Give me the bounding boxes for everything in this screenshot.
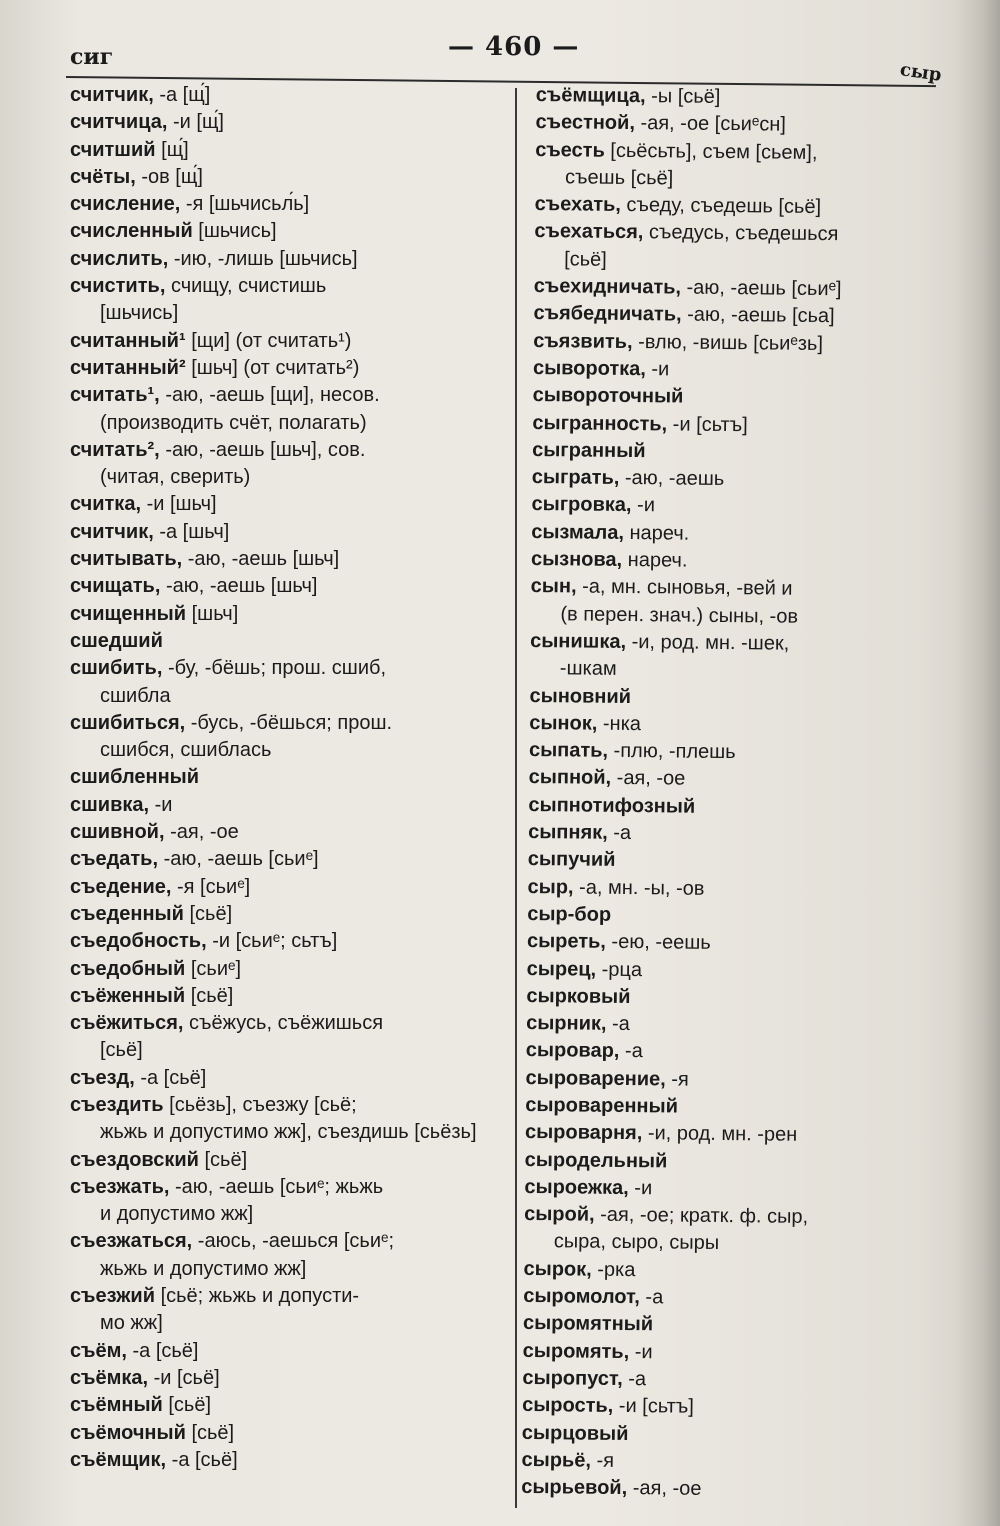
headword: съехидничать,	[533, 275, 682, 299]
entry-remark: -и [сьё]	[153, 1366, 220, 1389]
dictionary-entry	[529, 737, 929, 768]
entry-remark: -ая, -ое	[170, 821, 239, 844]
dictionary-entry	[529, 710, 929, 741]
dictionary-entry	[522, 1392, 922, 1423]
entry-continuation: -шкам	[559, 657, 617, 681]
dictionary-entry	[535, 109, 935, 140]
entry-continuation: мо жж]	[100, 1312, 163, 1335]
headword: сырковый	[526, 984, 631, 1008]
dictionary-entry	[70, 218, 500, 245]
entry-remark: -а [щ́]	[159, 84, 211, 106]
entry-remark: [сьиᵉ]	[190, 957, 241, 980]
entry-continuation: и допустимо жж]	[100, 1203, 254, 1226]
dictionary-entry	[532, 464, 932, 495]
headword: сырьё,	[521, 1448, 592, 1472]
entry-remark: -а	[628, 1367, 647, 1391]
entry-remark: -и	[634, 1176, 653, 1200]
dictionary-entry	[526, 1010, 926, 1041]
entry-continuation: сшибла	[100, 684, 171, 707]
dictionary-entry	[525, 1065, 925, 1096]
right-column	[521, 82, 936, 1506]
entry-remark: -а, мн. -ы, -ов	[579, 876, 705, 900]
dictionary-entry	[70, 1174, 500, 1201]
dictionary-entry	[70, 137, 500, 164]
entry-remark: съёжусь, съёжишься	[189, 1012, 384, 1035]
entry-remark: -а [сьё]	[140, 1066, 207, 1089]
headword: сыпучий	[527, 848, 616, 872]
book-gutter-shadow	[958, 0, 1000, 1526]
dictionary-entry	[70, 1338, 500, 1365]
dictionary-entry	[70, 246, 500, 273]
entry-remark: [сьёсьть], съем [сьем],	[610, 139, 818, 164]
entry-remark: -и [шьч]	[146, 493, 217, 516]
dictionary-entry	[527, 955, 927, 986]
entry-continuation: (в перен. знач.) сыны, -ов	[560, 602, 799, 628]
dictionary-entry	[523, 1338, 923, 1369]
headword: съестной,	[535, 111, 636, 135]
headword: съездовский	[70, 1148, 199, 1171]
dictionary-entry	[531, 491, 931, 522]
headword: сыродельный	[524, 1148, 668, 1173]
dictionary-entry	[70, 901, 500, 928]
entry-remark: [сьё]	[189, 902, 233, 925]
dictionary-entry	[534, 273, 934, 304]
entry-remark: -и	[634, 1340, 653, 1363]
headword: сшедший	[70, 629, 163, 652]
dictionary-entry	[70, 819, 500, 846]
dictionary-entry	[70, 273, 500, 300]
entry-remark: -я	[671, 1068, 689, 1091]
entry-remark: -а [сьё]	[132, 1339, 199, 1362]
headword: сыроежка,	[524, 1175, 629, 1199]
headword: сырник,	[526, 1012, 607, 1035]
dictionary-entry	[70, 928, 500, 955]
dictionary-entry	[534, 218, 934, 249]
entry-remark: счищу, счистишь	[170, 275, 327, 298]
headword: считать²,	[70, 438, 160, 461]
headword: считчик,	[70, 84, 154, 106]
entry-remark: [сьёзь], съезжу [сьё;	[169, 1093, 357, 1116]
entry-remark: -а	[611, 1012, 630, 1036]
entry-continuation: сыра, сыро, сыры	[553, 1230, 720, 1255]
headword: съём,	[70, 1339, 127, 1362]
headword: съезжий	[70, 1285, 156, 1308]
headword: съёмочный	[70, 1421, 186, 1444]
entry-remark: -аю, -аешь	[624, 467, 725, 491]
headword: съедать,	[70, 848, 159, 871]
entry-remark: -аю, -аешь [сьиᵉ]	[686, 276, 842, 301]
headword: сыпной,	[528, 766, 612, 790]
dictionary-entry	[523, 1256, 923, 1287]
entry-remark: -плю, -плешь	[613, 739, 736, 764]
headword: сырок,	[523, 1257, 592, 1281]
dictionary-entry	[70, 355, 500, 382]
headword: съехаться,	[534, 220, 644, 244]
dictionary-entry	[70, 956, 500, 983]
entry-continuation: жьжь и допустимо жж], съездишь [сьёзь]	[100, 1121, 477, 1144]
entry-continuation: [шьчиcь]	[100, 302, 179, 325]
entry-remark: -аю, -аешь [шьч]	[187, 548, 340, 571]
dictionary-entry	[523, 1283, 923, 1314]
entry-remark: -а	[645, 1286, 664, 1309]
headword: счисление,	[70, 193, 181, 216]
dictionary-entry	[521, 1447, 921, 1478]
entry-remark: -и [сьтъ]	[672, 413, 748, 436]
headword: сырой,	[524, 1203, 595, 1226]
entry-remark: -аю, -аешь [шьч], сов.	[165, 438, 366, 461]
dictionary-entry	[527, 928, 927, 959]
dictionary-entry	[70, 710, 500, 737]
entry-remark: [сьё]	[191, 1421, 235, 1444]
entry-remark: [сьё]	[204, 1148, 248, 1171]
dictionary-entry	[70, 655, 500, 682]
headword: считчица,	[70, 111, 168, 134]
headword: сырьевой,	[521, 1476, 628, 1500]
entry-remark: [щи] (от считать¹)	[191, 329, 352, 352]
headword: съёмный	[70, 1394, 163, 1417]
dictionary-entry	[521, 1474, 921, 1505]
dictionary-entry	[70, 983, 500, 1010]
headword: сшивной,	[70, 821, 165, 844]
dictionary-entry	[535, 191, 935, 222]
headword: считывать,	[70, 548, 183, 571]
headword: сыворотка,	[532, 356, 646, 381]
headword: съезд,	[70, 1066, 135, 1089]
dictionary-entry	[532, 437, 932, 468]
entry-remark: -бусь, -бёшься; прош.	[190, 711, 393, 734]
headword: сыр,	[527, 875, 574, 899]
entry-remark: -а	[613, 821, 632, 845]
entry-remark: -и [щ́]	[173, 111, 224, 134]
entry-remark: [сьё]	[168, 1394, 212, 1417]
dictionary-entry	[531, 546, 931, 577]
entry-remark: -влю, -вишь [сьиᵉзь]	[638, 330, 824, 355]
headword: съёмка,	[70, 1366, 149, 1389]
dictionary-entry	[70, 164, 500, 191]
entry-remark: -бу, -бёшь; прош. сшиб,	[167, 657, 387, 680]
entry-remark: нареч.	[629, 521, 690, 545]
headword: считанный²	[70, 356, 186, 379]
page-number: — 460 —	[448, 32, 580, 62]
entry-remark: -я	[596, 1449, 615, 1472]
headword: сыпать,	[528, 739, 609, 762]
entry-remark: -я [сьиᵉ]	[177, 875, 251, 898]
dictionary-entry	[532, 410, 932, 441]
headword: съезжаться,	[70, 1230, 193, 1253]
entry-remark: -аю, -аешь [шьч]	[165, 575, 318, 598]
dictionary-entry	[524, 1201, 924, 1232]
headword: сшибленный	[70, 766, 200, 789]
headword: счисленный	[70, 220, 193, 243]
dictionary-entry	[70, 546, 500, 573]
entry-remark: -ию, -лишь [шьчиcь]	[173, 247, 358, 270]
dictionary-entry	[524, 1174, 924, 1205]
entry-remark: -а	[624, 1040, 643, 1063]
dictionary-entry	[70, 328, 500, 355]
column-divider	[515, 88, 517, 1508]
dictionary-entry	[533, 382, 933, 413]
dictionary-entry	[527, 901, 927, 932]
headword: съезжать,	[70, 1175, 170, 1198]
entry-remark: съеду, съедешь [сьё]	[626, 194, 822, 219]
entry-remark: -и	[154, 793, 173, 816]
headword: сыпнотифозный	[528, 793, 696, 818]
dictionary-entry	[70, 874, 500, 901]
headword: съеденный	[70, 902, 184, 925]
entry-remark: -аюсь, -аешься [сьиᵉ;	[197, 1230, 395, 1253]
headword: сшивка,	[70, 793, 150, 816]
headword: сын,	[530, 575, 577, 598]
entry-remark: -ая, -ое	[616, 767, 686, 791]
headword: сыр-бор	[527, 902, 612, 926]
dictionary-entry	[533, 300, 933, 331]
dictionary-entry	[530, 628, 930, 659]
headword: сыграть,	[531, 466, 620, 490]
entry-remark: съедусь, съедешься	[648, 221, 839, 246]
headword: сырец,	[526, 957, 597, 981]
headword: считчик,	[70, 520, 154, 543]
entry-continuation: [сьё]	[564, 248, 607, 271]
dictionary-entry	[70, 437, 500, 464]
entry-remark: -и, род. мн. -рен	[647, 1122, 798, 1147]
dictionary-entry	[70, 1283, 500, 1310]
dictionary-entry	[70, 519, 500, 546]
entry-remark: -аю, -аешь [сьа]	[687, 303, 835, 328]
headword: сыгранный	[532, 438, 646, 463]
dictionary-entry	[529, 764, 929, 795]
dictionary-entry	[70, 491, 500, 518]
headword: сыроваренный	[525, 1093, 679, 1118]
entry-remark: -рка	[597, 1258, 636, 1281]
entry-remark: -я [шьчиcьл́ь]	[185, 193, 310, 216]
headword: съесть	[535, 138, 605, 162]
headword: съедение,	[70, 875, 172, 898]
headword: считший	[70, 138, 156, 161]
entry-remark: -и	[651, 358, 670, 381]
entry-remark: [шьчиcь]	[198, 220, 277, 243]
headword: сыроварение,	[525, 1066, 666, 1091]
dictionary-entry	[70, 1092, 500, 1119]
dictionary-entry	[527, 874, 927, 905]
headword: съёжиться,	[70, 1012, 184, 1035]
entry-remark: -а, мн. сыновья, -вей и	[582, 575, 793, 601]
entry-remark: [щ́]	[161, 138, 189, 161]
headword: считанный¹	[70, 329, 186, 352]
dictionary-entry	[70, 1010, 500, 1037]
headword: считка,	[70, 493, 141, 516]
entry-continuation: сшибся, сшиблась	[100, 739, 272, 762]
dictionary-entry	[523, 1310, 923, 1341]
dictionary-entry	[70, 1365, 500, 1392]
entry-remark: -а [сьё]	[171, 1448, 238, 1471]
entry-remark: -аю, -аешь [щи], несов.	[165, 384, 380, 407]
entry-continuation: жьжь и допустимо жж]	[100, 1257, 307, 1280]
dictionary-entry	[70, 1147, 500, 1174]
dictionary-entry	[531, 519, 931, 550]
guide-word-right: сыр	[898, 59, 943, 86]
headword: сырцовый	[521, 1421, 629, 1445]
entry-remark: нареч.	[627, 549, 688, 572]
headword: счищать,	[70, 575, 161, 598]
headword: сшибить,	[70, 657, 163, 680]
headword: сынок,	[529, 711, 598, 735]
dictionary-entry	[70, 601, 500, 628]
headword: сынишка,	[530, 629, 627, 653]
headword: сызмала,	[531, 520, 625, 544]
entry-remark: [сьё; жьжь и допусти-	[160, 1285, 360, 1308]
entry-continuation: (производить счёт, полагать)	[100, 411, 367, 434]
headword: съябедничать,	[533, 302, 682, 326]
dictionary-entry	[535, 137, 935, 168]
entry-remark: -ею, -еешь	[611, 931, 711, 955]
headword: сыгровка,	[531, 493, 632, 517]
dictionary-entry	[525, 1092, 925, 1123]
dictionary-entry	[526, 983, 926, 1014]
dictionary-entry	[70, 628, 500, 655]
dictionary-entry	[522, 1365, 922, 1396]
dictionary-entry	[533, 355, 933, 386]
entry-remark: -аю, -аешь [сьиᵉ; жьжь	[175, 1175, 384, 1198]
dictionary-entry	[528, 819, 928, 850]
dictionary-entry	[70, 82, 500, 109]
entry-remark: -ая, -ое	[632, 1477, 702, 1500]
headword: сыгранность,	[532, 411, 668, 435]
entry-remark: [шьч] (от считать²)	[191, 356, 360, 379]
dictionary-entry	[70, 191, 500, 218]
left-column	[70, 82, 500, 1474]
dictionary-entry	[70, 109, 500, 136]
headword: сырость,	[522, 1394, 614, 1418]
entry-remark: [шьч]	[191, 602, 239, 625]
entry-remark: -аю, -аешь [сьиᵉ]	[163, 848, 319, 871]
entry-remark: -и [сьиᵉ; сьтъ]	[212, 930, 338, 953]
dictionary-entry	[531, 573, 931, 604]
entry-remark: -ая, -ое [сьиᵉсн]	[640, 112, 786, 136]
headword: съездить	[70, 1093, 164, 1116]
headword: съехать,	[534, 193, 622, 217]
headword: считать¹,	[70, 384, 160, 407]
entry-remark: -и, род. мн. -шек,	[631, 630, 790, 655]
dictionary-entry	[70, 1392, 500, 1419]
headword: счищенный	[70, 602, 187, 625]
dictionary-entry	[70, 792, 500, 819]
headword: сшибиться,	[70, 711, 186, 734]
entry-remark: -а [шьч]	[159, 520, 230, 543]
headword: съёмщик,	[70, 1448, 167, 1471]
dictionary-entry	[525, 1119, 925, 1150]
dictionary-entry	[526, 1037, 926, 1068]
entry-remark: -и [сьтъ]	[618, 1395, 694, 1418]
headword: сыреть,	[526, 930, 607, 953]
headword: сыромятный	[522, 1312, 654, 1336]
headword: счислить,	[70, 247, 169, 270]
headword: съёмщица,	[535, 83, 646, 108]
dictionary-entry	[536, 82, 936, 113]
headword: сыромять,	[522, 1339, 630, 1363]
dictionary-entry	[70, 764, 500, 791]
headword: сывороточный	[532, 384, 684, 408]
headword: сыровар,	[525, 1039, 620, 1063]
headword: сызнова,	[530, 548, 623, 571]
entry-continuation: [сьё]	[100, 1039, 143, 1062]
headword: съязвить,	[533, 329, 633, 353]
entry-remark: -ов [щ́]	[141, 165, 203, 188]
entry-remark: [сьё]	[190, 984, 234, 1007]
entry-remark: -нка	[602, 712, 642, 735]
dictionary-entry	[529, 682, 929, 713]
guide-word-left: сиг	[70, 44, 114, 70]
entry-remark: -ы [сьё]	[651, 85, 721, 108]
headword: счёты,	[70, 165, 136, 188]
headword: сыромолот,	[523, 1284, 641, 1309]
dictionary-entry	[70, 846, 500, 873]
headword: сыпняк,	[528, 820, 608, 844]
entry-remark: -рца	[601, 958, 643, 981]
headword: сыроварня,	[524, 1121, 643, 1145]
headword: счистить,	[70, 275, 166, 298]
dictionary-entry	[70, 1065, 500, 1092]
dictionary-entry	[70, 1228, 500, 1255]
entry-continuation: съешь [сьё]	[564, 166, 674, 190]
dictionary-entry	[70, 1420, 500, 1447]
headword: съедобный	[70, 957, 186, 980]
dictionary-entry	[70, 382, 500, 409]
headword: съедобность,	[70, 930, 207, 953]
dictionary-entry	[528, 792, 928, 823]
dictionary-entry	[528, 846, 928, 877]
dictionary-entry	[533, 328, 933, 359]
entry-remark: -ая, -ое; кратк. ф. сыр,	[600, 1203, 809, 1229]
entry-remark: -и	[636, 494, 656, 517]
dictionary-entry	[522, 1419, 922, 1450]
headword: съёженный	[70, 984, 186, 1007]
headword: сыновний	[529, 684, 632, 708]
entry-continuation: (читая, сверить)	[100, 466, 251, 489]
dictionary-entry	[70, 573, 500, 600]
dictionary-entry	[525, 1147, 925, 1178]
headword: сыропуст,	[522, 1366, 623, 1390]
dictionary-entry	[70, 1447, 500, 1474]
